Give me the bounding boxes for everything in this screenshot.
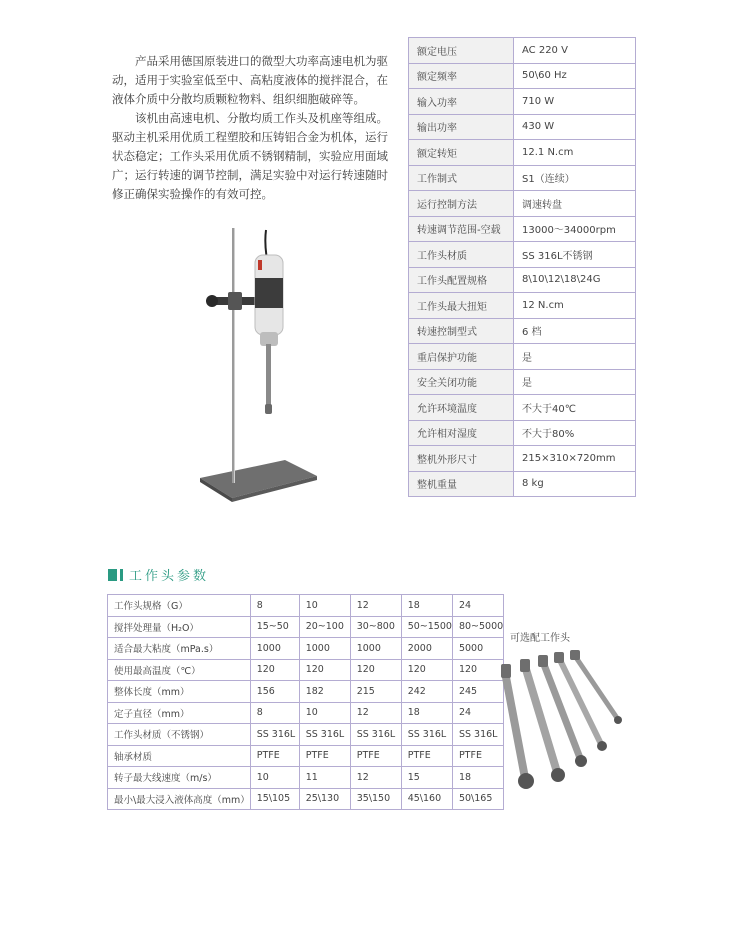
params-cell: 15 — [401, 767, 452, 789]
spec-row — [409, 63, 636, 89]
params-cell: 12 — [350, 702, 401, 724]
params-key: 使用最高温度（℃） — [108, 659, 251, 681]
params-cell: 182 — [299, 681, 350, 703]
params-cell: 18 — [401, 595, 452, 617]
section-title-text: 工作头参数 — [129, 569, 210, 584]
spec-value: 不大于40℃ — [514, 395, 636, 421]
spec-row — [409, 395, 636, 421]
spec-value: 430 W — [514, 114, 636, 140]
params-cell: 24 — [452, 595, 503, 617]
params-cell: 1000 — [250, 638, 299, 660]
spec-row — [409, 191, 636, 217]
params-key: 工作头材质（不锈钢） — [108, 724, 251, 746]
spec-value: 215×310×720mm — [514, 446, 636, 472]
spec-value: 710 W — [514, 89, 636, 115]
spec-key: 工作头配置规格 — [409, 267, 514, 293]
params-cell: 120 — [350, 659, 401, 681]
params-cell: 12 — [350, 767, 401, 789]
params-cell: 8 — [250, 702, 299, 724]
spec-row — [409, 293, 636, 319]
params-cell: SS 316L — [401, 724, 452, 746]
params-cell: 2000 — [401, 638, 452, 660]
params-row — [108, 681, 504, 703]
params-cell: 18 — [452, 767, 503, 789]
params-cell: 10 — [250, 767, 299, 789]
optional-heads-label: 可选配工作头 — [510, 633, 570, 644]
params-cell: 12 — [350, 595, 401, 617]
spec-key: 工作头最大扭矩 — [409, 293, 514, 319]
params-key: 转子最大线速度（m/s） — [108, 767, 251, 789]
spec-key: 额定频率 — [409, 63, 514, 89]
spec-row — [409, 267, 636, 293]
params-cell: 1000 — [350, 638, 401, 660]
params-cell: SS 316L — [350, 724, 401, 746]
params-key: 工作头规格（G） — [108, 595, 251, 617]
params-row — [108, 767, 504, 789]
params-cell: 242 — [401, 681, 452, 703]
spec-value: 8\10\12\18\24G — [514, 267, 636, 293]
spec-value: S1（连续） — [514, 165, 636, 191]
params-cell: 25\130 — [299, 788, 350, 810]
dispersing-heads-icon — [495, 650, 635, 795]
spec-key: 安全关闭功能 — [409, 369, 514, 395]
params-key: 整体长度（mm） — [108, 681, 251, 703]
spec-row — [409, 369, 636, 395]
params-row — [108, 745, 504, 767]
spec-key: 允许环境温度 — [409, 395, 514, 421]
params-cell: 5000 — [452, 638, 503, 660]
spec-key: 额定电压 — [409, 38, 514, 64]
params-cell: 50\165 — [452, 788, 503, 810]
spec-row — [409, 165, 636, 191]
params-cell: 215 — [350, 681, 401, 703]
spec-key: 输入功率 — [409, 89, 514, 115]
params-key: 定子直径（mm） — [108, 702, 251, 724]
spec-key: 转速控制型式 — [409, 318, 514, 344]
params-key: 轴承材质 — [108, 745, 251, 767]
spec-value: 13000～34000rpm — [514, 216, 636, 242]
params-cell: 156 — [250, 681, 299, 703]
params-cell: PTFE — [250, 745, 299, 767]
params-cell: 15\105 — [250, 788, 299, 810]
spec-value: 调速转盘 — [514, 191, 636, 217]
spec-key: 运行控制方法 — [409, 191, 514, 217]
params-cell: 245 — [452, 681, 503, 703]
params-cell: PTFE — [401, 745, 452, 767]
section-title — [108, 565, 209, 584]
spec-key: 整机重量 — [409, 471, 514, 497]
spec-value: 是 — [514, 369, 636, 395]
spec-row — [409, 420, 636, 446]
spec-value: 12.1 N.cm — [514, 140, 636, 166]
spec-key: 允许相对湿度 — [409, 420, 514, 446]
params-cell: 120 — [299, 659, 350, 681]
params-cell: 20~100 — [299, 616, 350, 638]
spec-key: 整机外形尺寸 — [409, 446, 514, 472]
spec-row — [409, 38, 636, 64]
spec-value: 不大于80% — [514, 420, 636, 446]
params-cell: 35\150 — [350, 788, 401, 810]
params-row — [108, 659, 504, 681]
params-cell: 45\160 — [401, 788, 452, 810]
params-row — [108, 788, 504, 810]
params-cell: 24 — [452, 702, 503, 724]
params-key: 适合最大粘度（mPa.s） — [108, 638, 251, 660]
intro-paragraph-1: 产品采用德国原装进口的微型大功率高速电机为驱动，适用于实验室低至中、高粘度液体的搅拌混合，在液体介质中分散均质颗粒物料、组织细胞破碎等。 — [112, 54, 388, 106]
spec-key: 工作头材质 — [409, 242, 514, 268]
params-cell: PTFE — [350, 745, 401, 767]
spec-value: 是 — [514, 344, 636, 370]
spec-value: SS 316L不锈钢 — [514, 242, 636, 268]
params-cell: 11 — [299, 767, 350, 789]
spec-row — [409, 446, 636, 472]
params-cell: PTFE — [299, 745, 350, 767]
title-bar-small-icon — [120, 569, 123, 581]
params-cell: 10 — [299, 595, 350, 617]
spec-row — [409, 140, 636, 166]
spec-table — [408, 37, 636, 497]
spec-key: 输出功率 — [409, 114, 514, 140]
params-key: 搅拌处理量（H₂O） — [108, 616, 251, 638]
spec-row — [409, 242, 636, 268]
params-row — [108, 616, 504, 638]
intro-paragraph-2: 该机由高速电机、分散均质工作头及机座等组成。驱动主机采用优质工程塑胶和压铸铝合金为机体，运行状态稳定；工作头采用优质不锈钢精制，实验应用面域广；运行转速的调节控制，满足实验中对运行转速随时修正确保实验操作的有效可控。 — [112, 111, 388, 201]
params-table — [107, 594, 504, 810]
intro-text — [112, 52, 392, 204]
spec-value: 6 档 — [514, 318, 636, 344]
spec-value: 50\60 Hz — [514, 63, 636, 89]
spec-key: 转速调节范围-空载 — [409, 216, 514, 242]
spec-row — [409, 114, 636, 140]
spec-value: 8 kg — [514, 471, 636, 497]
spec-row — [409, 89, 636, 115]
params-cell: SS 316L — [250, 724, 299, 746]
params-cell: SS 316L — [299, 724, 350, 746]
params-cell: 80~5000 — [452, 616, 503, 638]
params-cell: SS 316L — [452, 724, 503, 746]
spec-key: 工作制式 — [409, 165, 514, 191]
params-row — [108, 702, 504, 724]
spec-value: 12 N.cm — [514, 293, 636, 319]
params-cell: PTFE — [452, 745, 503, 767]
params-cell: 8 — [250, 595, 299, 617]
spec-row — [409, 318, 636, 344]
spec-row — [409, 216, 636, 242]
params-row — [108, 724, 504, 746]
params-cell: 120 — [401, 659, 452, 681]
spec-key: 重启保护功能 — [409, 344, 514, 370]
params-cell: 30~800 — [350, 616, 401, 638]
spec-row — [409, 471, 636, 497]
spec-value: AC 220 V — [514, 38, 636, 64]
spec-key: 额定转矩 — [409, 140, 514, 166]
homogenizer-stand-icon — [190, 220, 320, 510]
params-cell: 1000 — [299, 638, 350, 660]
spec-row — [409, 344, 636, 370]
params-cell: 120 — [452, 659, 503, 681]
params-cell: 18 — [401, 702, 452, 724]
params-row — [108, 638, 504, 660]
params-cell: 15~50 — [250, 616, 299, 638]
params-cell: 10 — [299, 702, 350, 724]
params-cell: 120 — [250, 659, 299, 681]
title-bar-icon — [108, 569, 117, 581]
params-cell: 50~1500 — [401, 616, 452, 638]
params-row — [108, 595, 504, 617]
params-key: 最小\最大浸入液体高度（mm） — [108, 788, 251, 810]
